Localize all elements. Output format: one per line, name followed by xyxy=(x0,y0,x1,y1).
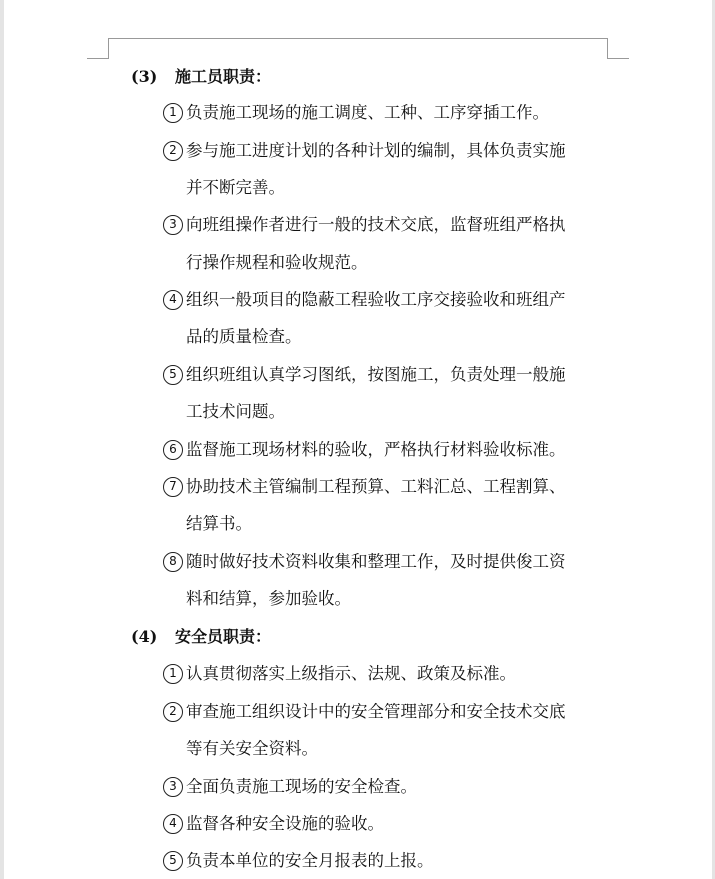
list-item-text: 负责施工现场的施工调度、工种、工序穿插工作。 xyxy=(186,103,549,122)
list-item-continuation: 料和结算，参加验收。 xyxy=(186,589,351,608)
list-item-text: 监督各种安全设施的验收。 xyxy=(186,814,384,833)
list-item-text: 审查施工组织设计中的安全管理部分和安全技术交底 xyxy=(186,702,566,721)
circled-number-marker: 2 xyxy=(163,141,183,161)
circled-number-marker: 4 xyxy=(163,814,183,834)
margin-corner-top-right xyxy=(607,58,629,59)
list-item-4-1 xyxy=(163,664,516,684)
circled-number-marker: 6 xyxy=(163,440,183,460)
list-item-3-3 xyxy=(163,215,566,235)
list-item-text: 向班组操作者进行一般的技术交底，监督班组严格执 xyxy=(186,215,566,234)
list-item-text: 组织班组认真学习图纸，按图施工，负责处理一般施 xyxy=(186,365,566,384)
list-item-4-5 xyxy=(163,851,434,871)
circled-number-marker: 5 xyxy=(163,365,183,385)
list-item-4-4 xyxy=(163,814,384,834)
list-item-3-1 xyxy=(163,103,549,123)
list-item-text: 全面负责施工现场的安全检查。 xyxy=(186,777,417,796)
section-number: (4) xyxy=(131,627,158,646)
list-item-4-3 xyxy=(163,777,417,797)
list-item-3-2 xyxy=(163,141,566,161)
circled-number-marker: 7 xyxy=(163,477,183,497)
list-item-continuation: 品的质量检查。 xyxy=(186,327,302,346)
section-heading-3 xyxy=(131,67,271,87)
list-item-text: 随时做好技术资料收集和整理工作，及时提供俊工资 xyxy=(186,552,566,571)
section-number: (3) xyxy=(131,67,158,86)
list-item-3-8 xyxy=(163,552,566,572)
list-item-4-2 xyxy=(163,702,566,722)
circled-number-marker: 2 xyxy=(163,702,183,722)
section-heading-4 xyxy=(131,627,271,647)
margin-corner-top-left xyxy=(87,58,109,59)
section-title: 安全员职责： xyxy=(175,627,272,646)
list-item-continuation: 结算书。 xyxy=(186,514,252,533)
list-item-text: 参与施工进度计划的各种计划的编制，具体负责实施 xyxy=(186,141,566,160)
list-item-text: 认真贯彻落实上级指示、法规、政策及标准。 xyxy=(186,664,516,683)
circled-number-marker: 1 xyxy=(163,103,183,123)
list-item-3-7 xyxy=(163,477,566,497)
list-item-text: 协助技术主管编制工程预算、工料汇总、工程割算、 xyxy=(186,477,566,496)
list-item-text: 组织一般项目的隐蔽工程验收工序交接验收和班组产 xyxy=(186,290,566,309)
list-item-text: 负责本单位的安全月报表的上报。 xyxy=(186,851,434,870)
list-item-continuation: 等有关安全资料。 xyxy=(186,739,318,758)
list-item-3-4 xyxy=(163,290,566,310)
page-left-edge xyxy=(0,0,4,879)
circled-number-marker: 3 xyxy=(163,215,183,235)
list-item-3-6 xyxy=(163,440,566,460)
list-item-text: 监督施工现场材料的验收，严格执行材料验收标准。 xyxy=(186,440,566,459)
margin-corner-top-right-vertical xyxy=(607,38,608,59)
circled-number-marker: 4 xyxy=(163,290,183,310)
circled-number-marker: 8 xyxy=(163,552,183,572)
list-item-3-5 xyxy=(163,365,566,385)
circled-number-marker: 3 xyxy=(163,777,183,797)
list-item-continuation: 行操作规程和验收规范。 xyxy=(186,253,368,272)
section-title: 施工员职责： xyxy=(175,67,272,86)
list-item-continuation: 工技术问题。 xyxy=(186,402,285,421)
header-rule xyxy=(108,38,608,39)
list-item-continuation: 并不断完善。 xyxy=(186,178,285,197)
margin-corner-top-left-vertical xyxy=(108,38,109,59)
circled-number-marker: 1 xyxy=(163,664,183,684)
circled-number-marker: 5 xyxy=(163,851,183,871)
